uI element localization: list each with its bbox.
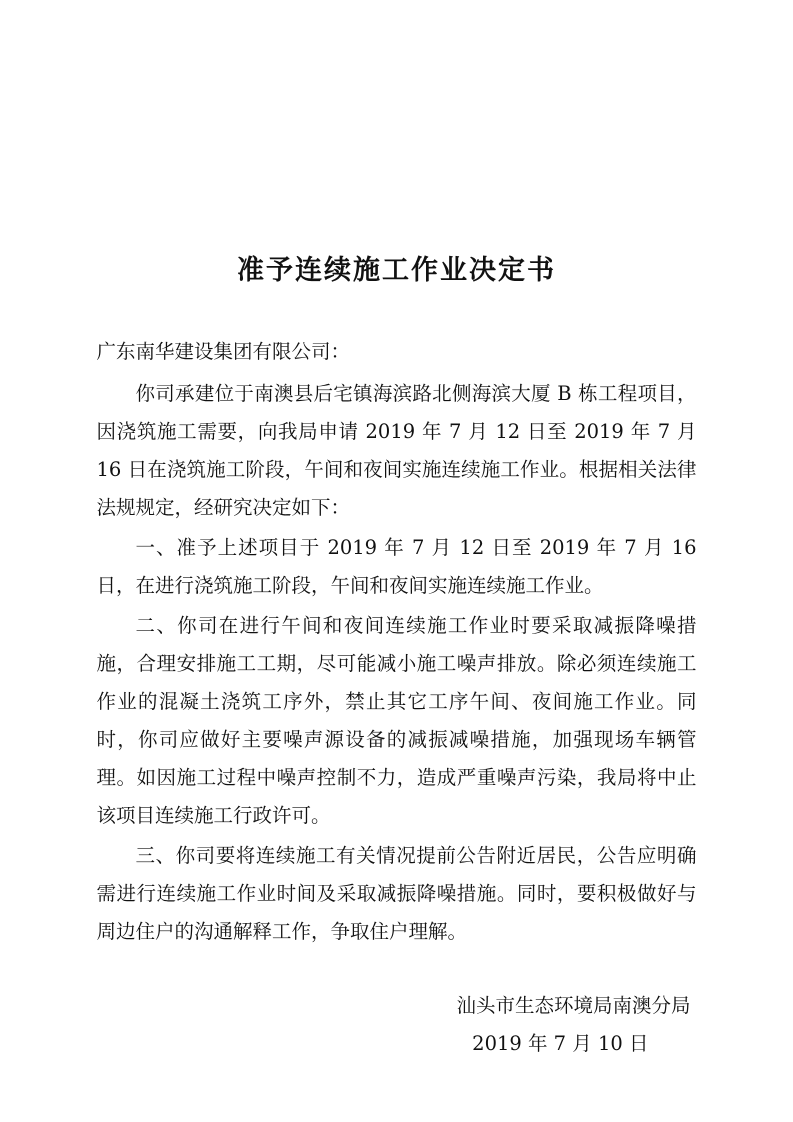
signature-issuer: 汕头市生态环境局南澳分局 [456, 994, 691, 1017]
paragraph-item-1: 一、准予上述项目于 2019 年 7 月 12 日至 2019 年 7 月 16 日，在进行浇筑施工阶段，午间和夜间实施连续施工作业。 [96, 536, 697, 597]
paragraph-item-2: 二、你司在进行午间和夜间连续施工作业时要采取减振降噪措施，合理安排施工工期，尽可能减小施工噪声排放。除必须连续施工作业的混凝土浇筑工序外，禁止其它工序午间、夜间施工作业。同时，你司应做好主要噪声源设备的减振减噪措施，加强现场车辆管理。如因施工过程中噪声控制不力，造成严重噪声污染，我局将中止该项目连续施工行政许可。 [96, 614, 697, 827]
page-title: 准予连续施工作业决定书 [237, 255, 556, 286]
document-body [97, 287, 697, 951]
paragraph-item-3: 三、你司要将连续施工有关情况提前公告附近居民，公告应明确需进行连续施工作业时间及采取减振降噪措施。同时，要积极做好与周边住户的沟通解释工作，争取住户理解。 [96, 844, 697, 943]
paragraph-intro: 你司承建位于南澳县后宅镇海滨路北侧海滨大厦 B 栋工程项目，因浇筑施工需要，向我局申请 2019 年 7 月 12 日至 2019 年 7 月 16 日在浇筑施工阶段，午间和夜间实施连续施工作业。根据相关法律法规规定，经研究决定如下： [96, 382, 697, 519]
signature-block [97, 953, 697, 1063]
signature-date: 2019 年 7 月 10 日 [472, 1032, 649, 1055]
addressee-line: 广东南华建设集团有限公司： [96, 340, 351, 363]
